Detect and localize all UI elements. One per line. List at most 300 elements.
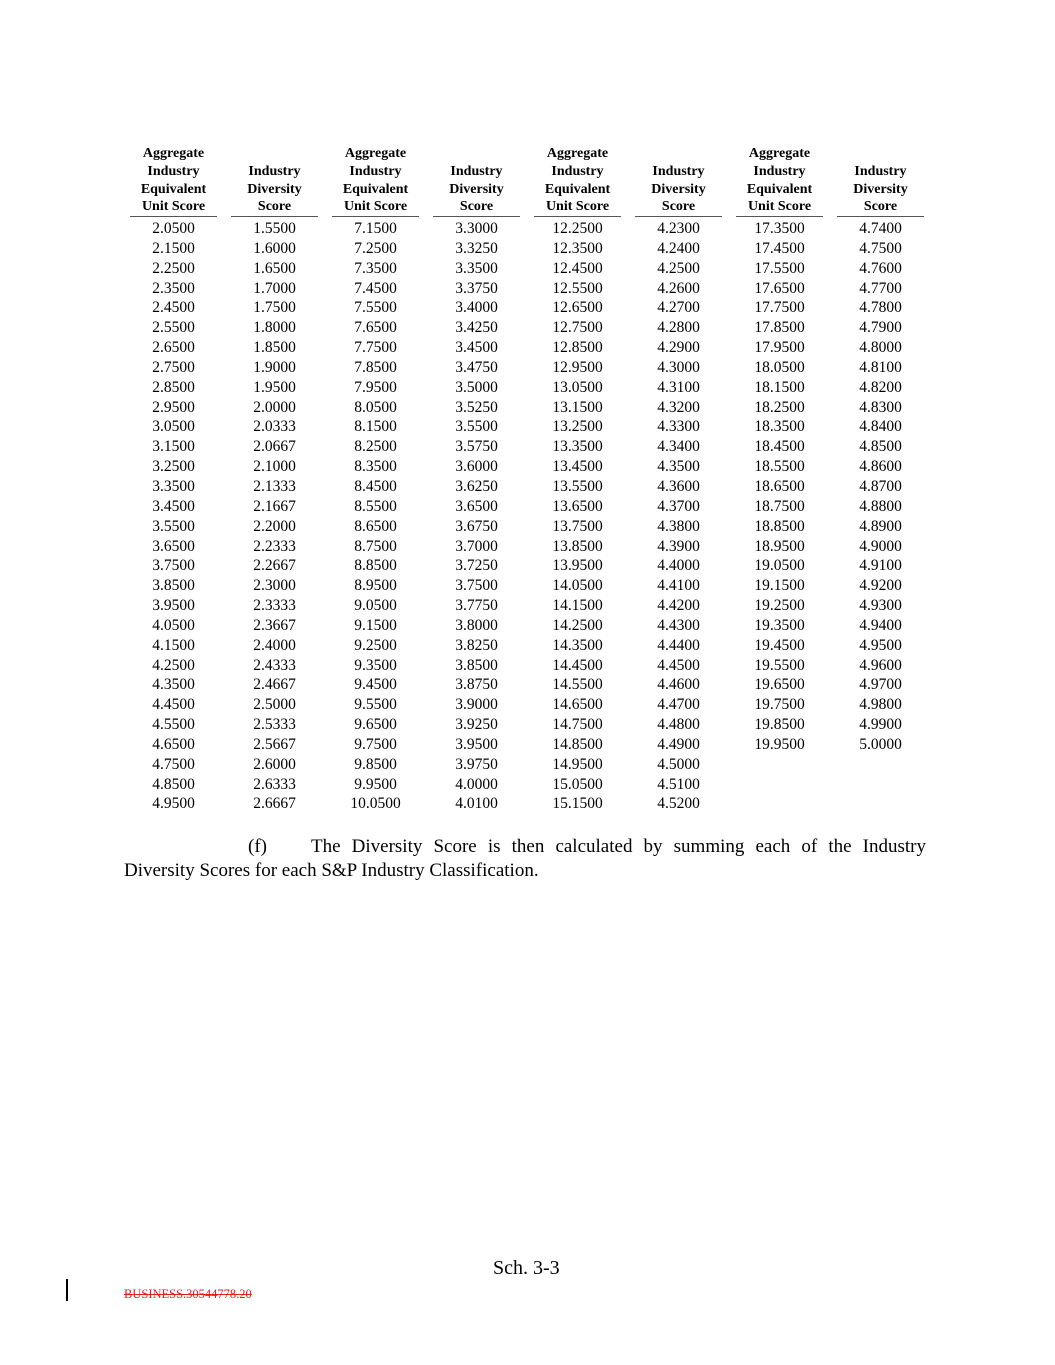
table-cell: 4.9200 xyxy=(859,577,902,595)
table-cell: 3.6250 xyxy=(455,477,498,495)
table-cell: 17.7500 xyxy=(754,299,805,317)
column-header-line: Equivalent xyxy=(544,181,611,197)
table-cell: 4.7400 xyxy=(859,220,902,237)
table-cell: 14.2500 xyxy=(552,616,603,634)
table-row xyxy=(130,417,926,437)
table-cell: 7.1500 xyxy=(354,220,397,237)
table-cell: 4.4800 xyxy=(657,716,700,734)
table-cell: 4.9700 xyxy=(859,676,902,694)
table-cell: 19.3500 xyxy=(754,616,805,634)
table-row xyxy=(130,219,926,239)
column-header-line: Equivalent xyxy=(746,181,813,197)
column-header xyxy=(635,145,722,217)
table-cell: 2.1333 xyxy=(253,477,296,495)
column-header-line: Unit Score xyxy=(141,199,206,215)
table-cell: 4.8400 xyxy=(859,418,902,436)
table-cell: 9.4500 xyxy=(354,676,397,694)
column-header-line: Industry xyxy=(551,163,604,179)
table-cell: 2.9500 xyxy=(152,398,195,416)
table-cell: 8.4500 xyxy=(354,477,397,495)
table-row xyxy=(130,715,926,735)
table-cell xyxy=(837,775,924,795)
table-cell: 12.4500 xyxy=(552,259,603,277)
table-cell: 3.6500 xyxy=(455,497,498,515)
table-cell: 14.9500 xyxy=(552,755,603,773)
table-row xyxy=(130,755,926,775)
change-bar xyxy=(66,1279,68,1301)
table-cell: 4.2500 xyxy=(152,656,195,674)
table-cell: 4.9000 xyxy=(859,537,902,555)
table-cell: 3.7500 xyxy=(455,577,498,595)
table-cell: 4.4500 xyxy=(657,656,700,674)
table-cell: 3.7250 xyxy=(455,557,498,575)
table-cell: 2.6500 xyxy=(152,339,195,357)
column-header xyxy=(130,145,217,217)
table-cell: 3.6500 xyxy=(152,537,195,555)
table-row xyxy=(130,794,926,814)
table-cell: 15.1500 xyxy=(552,795,603,813)
table-cell: 4.8500 xyxy=(152,775,195,793)
column-header-line: Aggregate xyxy=(748,146,811,162)
table-cell: 3.3000 xyxy=(455,220,498,237)
column-header-line: Score xyxy=(257,199,292,215)
table-cell: 1.6500 xyxy=(253,259,296,277)
table-cell: 13.1500 xyxy=(552,398,603,416)
table-cell: 4.8600 xyxy=(859,458,902,476)
table-cell: 3.5250 xyxy=(455,398,498,416)
table-cell: 9.0500 xyxy=(354,597,397,615)
column-header-line xyxy=(879,145,883,163)
table-cell: 14.4500 xyxy=(552,656,603,674)
table-header-row xyxy=(130,145,926,217)
document-id: BUSINESS.30544778.20 xyxy=(124,1287,252,1301)
table-cell: 14.5500 xyxy=(552,676,603,694)
table-cell: 3.8750 xyxy=(455,676,498,694)
column-header xyxy=(736,145,823,217)
table-cell: 7.9500 xyxy=(354,378,397,396)
table-cell: 4.6500 xyxy=(152,735,195,753)
table-cell xyxy=(736,794,823,814)
table-cell: 2.3667 xyxy=(253,616,296,634)
table-cell: 17.8500 xyxy=(754,319,805,337)
table-cell: 7.4500 xyxy=(354,279,397,297)
table-cell: 18.3500 xyxy=(754,418,805,436)
table-row xyxy=(130,279,926,299)
table-cell: 2.4000 xyxy=(253,636,296,654)
table-row xyxy=(130,239,926,259)
table-row xyxy=(130,398,926,418)
table-cell: 3.5500 xyxy=(152,517,195,535)
table-cell: 19.5500 xyxy=(754,656,805,674)
table-cell: 2.6000 xyxy=(253,755,296,773)
table-cell: 1.8000 xyxy=(253,319,296,337)
table-cell: 2.6667 xyxy=(253,795,296,813)
table-row xyxy=(130,318,926,338)
table-row xyxy=(130,616,926,636)
table-cell: 2.5333 xyxy=(253,716,296,734)
table-cell: 2.4667 xyxy=(253,676,296,694)
table-cell: 4.1500 xyxy=(152,636,195,654)
table-cell xyxy=(736,755,823,775)
table-row xyxy=(130,636,926,656)
column-header-line: Unit Score xyxy=(343,199,408,215)
table-cell: 4.3600 xyxy=(657,477,700,495)
table-cell: 4.5100 xyxy=(657,775,700,793)
table-row xyxy=(130,358,926,378)
table-cell: 14.1500 xyxy=(552,597,603,615)
column-header-line: Industry xyxy=(753,163,806,179)
table-cell: 17.3500 xyxy=(754,220,805,237)
table-cell: 18.8500 xyxy=(754,517,805,535)
table-cell: 4.5500 xyxy=(152,716,195,734)
column-header-line: Equivalent xyxy=(342,181,409,197)
table-cell: 1.9000 xyxy=(253,358,296,376)
table-cell: 3.5000 xyxy=(455,378,498,396)
table-cell: 4.2600 xyxy=(657,279,700,297)
table-cell: 12.9500 xyxy=(552,358,603,376)
table-cell: 4.4600 xyxy=(657,676,700,694)
table-cell: 4.3900 xyxy=(657,537,700,555)
table-row xyxy=(130,576,926,596)
table-cell: 4.5200 xyxy=(657,795,700,813)
table-cell: 4.4300 xyxy=(657,616,700,634)
table-cell: 14.7500 xyxy=(552,716,603,734)
table-cell: 2.6333 xyxy=(253,775,296,793)
table-cell: 4.2800 xyxy=(657,319,700,337)
table-row xyxy=(130,497,926,517)
table-cell: 4.8100 xyxy=(859,358,902,376)
table-cell: 3.4000 xyxy=(455,299,498,317)
table-cell: 4.4500 xyxy=(152,696,195,714)
table-cell: 2.5500 xyxy=(152,319,195,337)
table-cell: 9.9500 xyxy=(354,775,397,793)
table-cell: 2.2000 xyxy=(253,517,296,535)
table-body xyxy=(130,219,926,814)
table-cell: 8.6500 xyxy=(354,517,397,535)
table-cell: 4.9900 xyxy=(859,716,902,734)
table-cell xyxy=(837,794,924,814)
table-cell: 12.3500 xyxy=(552,239,603,257)
table-cell: 4.7900 xyxy=(859,319,902,337)
table-cell: 4.9800 xyxy=(859,696,902,714)
table-cell: 4.7500 xyxy=(859,239,902,257)
table-cell: 4.0000 xyxy=(455,775,498,793)
paragraph-f xyxy=(124,835,926,883)
column-header-line: Score xyxy=(459,199,494,215)
table-cell: 4.3200 xyxy=(657,398,700,416)
table-cell: 1.6000 xyxy=(253,239,296,257)
table-cell: 14.3500 xyxy=(552,636,603,654)
table-cell: 4.2300 xyxy=(657,220,700,237)
table-cell: 13.2500 xyxy=(552,418,603,436)
table-cell: 2.8500 xyxy=(152,378,195,396)
table-cell: 2.4333 xyxy=(253,656,296,674)
table-cell: 4.8000 xyxy=(859,339,902,357)
table-cell: 7.2500 xyxy=(354,239,397,257)
table-cell: 4.8200 xyxy=(859,378,902,396)
table-cell: 15.0500 xyxy=(552,775,603,793)
table-cell: 3.8250 xyxy=(455,636,498,654)
table-cell: 4.3700 xyxy=(657,497,700,515)
table-cell: 12.8500 xyxy=(552,339,603,357)
table-cell: 4.4400 xyxy=(657,636,700,654)
table-cell: 13.0500 xyxy=(552,378,603,396)
table-cell: 13.6500 xyxy=(552,497,603,515)
table-cell: 2.3000 xyxy=(253,577,296,595)
column-header-line: Industry xyxy=(652,163,705,179)
table-cell: 3.5500 xyxy=(455,418,498,436)
column-header-line: Diversity xyxy=(449,181,504,197)
table-cell: 8.5500 xyxy=(354,497,397,515)
table-cell: 4.3100 xyxy=(657,378,700,396)
table-row xyxy=(130,259,926,279)
table-cell: 2.0000 xyxy=(253,398,296,416)
table-cell: 4.8900 xyxy=(859,517,902,535)
table-cell: 9.3500 xyxy=(354,656,397,674)
table-cell: 3.6000 xyxy=(455,458,498,476)
column-header-line: Industry xyxy=(248,163,301,179)
table-cell: 4.0500 xyxy=(152,616,195,634)
table-cell: 18.9500 xyxy=(754,537,805,555)
table-cell: 4.4900 xyxy=(657,735,700,753)
table-cell: 4.9300 xyxy=(859,597,902,615)
table-cell: 4.7500 xyxy=(152,755,195,773)
column-header-line: Diversity xyxy=(651,181,706,197)
table-cell: 4.7600 xyxy=(859,259,902,277)
table-cell: 1.8500 xyxy=(253,339,296,357)
table-cell: 19.2500 xyxy=(754,597,805,615)
table-cell: 13.9500 xyxy=(552,557,603,575)
table-cell: 8.0500 xyxy=(354,398,397,416)
table-cell: 18.2500 xyxy=(754,398,805,416)
table-row xyxy=(130,537,926,557)
table-cell: 9.6500 xyxy=(354,716,397,734)
table-cell: 8.3500 xyxy=(354,458,397,476)
table-cell: 10.0500 xyxy=(350,795,401,813)
table-cell: 19.8500 xyxy=(754,716,805,734)
table-cell: 4.4200 xyxy=(657,597,700,615)
table-cell: 3.3500 xyxy=(152,477,195,495)
table-cell: 9.5500 xyxy=(354,696,397,714)
table-cell: 4.7700 xyxy=(859,279,902,297)
table-cell: 13.7500 xyxy=(552,517,603,535)
table-cell: 3.9500 xyxy=(455,735,498,753)
paragraph-text: The Diversity Score is then calculated by summing each of the Industry Diversity Scores for each S&P Industry Classification. xyxy=(124,836,926,881)
table-cell: 4.2500 xyxy=(657,259,700,277)
table-row xyxy=(130,457,926,477)
table-cell: 3.3250 xyxy=(455,239,498,257)
column-header-line: Unit Score xyxy=(545,199,610,215)
column-header-line: Score xyxy=(863,199,898,215)
table-cell: 4.8700 xyxy=(859,477,902,495)
table-cell: 2.2333 xyxy=(253,537,296,555)
table-cell: 7.6500 xyxy=(354,319,397,337)
table-cell: 12.5500 xyxy=(552,279,603,297)
table-cell: 4.9500 xyxy=(152,795,195,813)
table-cell: 3.8000 xyxy=(455,616,498,634)
table-cell: 14.0500 xyxy=(552,577,603,595)
table-cell xyxy=(837,755,924,775)
diversity-score-table xyxy=(130,145,926,814)
table-cell: 4.9500 xyxy=(859,636,902,654)
table-cell: 18.5500 xyxy=(754,458,805,476)
table-cell: 18.4500 xyxy=(754,438,805,456)
table-cell: 4.3800 xyxy=(657,517,700,535)
table-cell: 3.3750 xyxy=(455,279,498,297)
table-cell: 3.0500 xyxy=(152,418,195,436)
column-header xyxy=(837,145,924,217)
table-cell: 7.3500 xyxy=(354,259,397,277)
column-header-line: Aggregate xyxy=(344,146,407,162)
column-header xyxy=(332,145,419,217)
table-cell: 3.4500 xyxy=(455,339,498,357)
column-header-line: Score xyxy=(661,199,696,215)
table-row xyxy=(130,477,926,497)
table-cell: 1.9500 xyxy=(253,378,296,396)
table-cell: 3.5750 xyxy=(455,438,498,456)
table-cell: 2.3333 xyxy=(253,597,296,615)
table-cell: 2.3500 xyxy=(152,279,195,297)
table-cell: 4.2900 xyxy=(657,339,700,357)
table-cell: 3.1500 xyxy=(152,438,195,456)
paragraph-label: (f) xyxy=(248,836,267,857)
table-cell: 2.0333 xyxy=(253,418,296,436)
table-row xyxy=(130,675,926,695)
table-cell: 12.6500 xyxy=(552,299,603,317)
table-cell: 4.8300 xyxy=(859,398,902,416)
column-header-line: Unit Score xyxy=(747,199,812,215)
table-cell: 8.8500 xyxy=(354,557,397,575)
table-cell: 3.2500 xyxy=(152,458,195,476)
column-header-line: Industry xyxy=(147,163,200,179)
column-header-line: Equivalent xyxy=(140,181,207,197)
table-cell: 14.6500 xyxy=(552,696,603,714)
table-cell: 4.8500 xyxy=(859,438,902,456)
table-row xyxy=(130,596,926,616)
table-cell: 1.5500 xyxy=(253,220,296,237)
table-cell: 2.1667 xyxy=(253,497,296,515)
table-cell: 9.7500 xyxy=(354,735,397,753)
table-cell: 17.5500 xyxy=(754,259,805,277)
table-cell: 3.9000 xyxy=(455,696,498,714)
table-cell: 18.1500 xyxy=(754,378,805,396)
column-header-line: Industry xyxy=(450,163,503,179)
table-row xyxy=(130,338,926,358)
column-header xyxy=(231,145,318,217)
column-header-line: Diversity xyxy=(247,181,302,197)
table-cell: 4.9400 xyxy=(859,616,902,634)
table-cell: 17.6500 xyxy=(754,279,805,297)
table-cell: 2.5000 xyxy=(253,696,296,714)
table-cell: 19.9500 xyxy=(754,735,805,753)
table-cell: 14.8500 xyxy=(552,735,603,753)
table-cell: 13.5500 xyxy=(552,477,603,495)
table-cell: 3.6750 xyxy=(455,517,498,535)
table-cell: 4.9100 xyxy=(859,557,902,575)
table-cell: 2.1500 xyxy=(152,239,195,257)
table-cell: 19.4500 xyxy=(754,636,805,654)
table-cell: 7.8500 xyxy=(354,358,397,376)
page-number: Sch. 3-3 xyxy=(493,1257,560,1279)
column-header-line xyxy=(273,145,277,163)
table-cell: 19.0500 xyxy=(754,557,805,575)
table-cell: 3.7500 xyxy=(152,557,195,575)
table-cell: 1.7000 xyxy=(253,279,296,297)
table-row xyxy=(130,298,926,318)
column-header-line: Aggregate xyxy=(546,146,609,162)
table-cell: 8.1500 xyxy=(354,418,397,436)
table-cell: 8.7500 xyxy=(354,537,397,555)
table-cell: 12.7500 xyxy=(552,319,603,337)
table-cell: 3.4250 xyxy=(455,319,498,337)
table-cell: 4.4000 xyxy=(657,557,700,575)
table-cell: 4.7800 xyxy=(859,299,902,317)
table-cell: 2.7500 xyxy=(152,358,195,376)
table-cell: 4.9600 xyxy=(859,656,902,674)
table-row xyxy=(130,556,926,576)
table-cell: 18.7500 xyxy=(754,497,805,515)
table-cell: 2.1000 xyxy=(253,458,296,476)
table-cell: 8.9500 xyxy=(354,577,397,595)
table-cell: 8.2500 xyxy=(354,438,397,456)
table-cell: 18.0500 xyxy=(754,358,805,376)
table-cell: 2.0500 xyxy=(152,220,195,237)
table-cell: 17.4500 xyxy=(754,239,805,257)
table-cell: 3.8500 xyxy=(455,656,498,674)
table-cell: 2.0667 xyxy=(253,438,296,456)
table-row xyxy=(130,775,926,795)
table-cell: 13.4500 xyxy=(552,458,603,476)
table-cell: 2.2500 xyxy=(152,259,195,277)
table-cell: 4.8800 xyxy=(859,497,902,515)
table-cell: 4.4100 xyxy=(657,577,700,595)
table-cell: 19.1500 xyxy=(754,577,805,595)
table-cell: 9.2500 xyxy=(354,636,397,654)
table-cell: 3.3500 xyxy=(455,259,498,277)
table-cell: 4.5000 xyxy=(657,755,700,773)
table-cell: 4.3000 xyxy=(657,358,700,376)
table-cell: 3.9500 xyxy=(152,597,195,615)
column-header xyxy=(433,145,520,217)
table-cell: 3.4500 xyxy=(152,497,195,515)
column-header-line xyxy=(475,145,479,163)
table-row xyxy=(130,378,926,398)
table-cell: 7.7500 xyxy=(354,339,397,357)
table-cell: 4.3400 xyxy=(657,438,700,456)
table-cell: 2.5667 xyxy=(253,735,296,753)
table-cell: 7.5500 xyxy=(354,299,397,317)
table-cell: 4.3500 xyxy=(152,676,195,694)
column-header-line: Industry xyxy=(854,163,907,179)
table-row xyxy=(130,437,926,457)
table-cell: 4.4700 xyxy=(657,696,700,714)
table-cell: 4.0100 xyxy=(455,795,498,813)
table-cell: 4.2400 xyxy=(657,239,700,257)
table-cell: 12.2500 xyxy=(552,220,603,237)
table-row xyxy=(130,735,926,755)
table-row xyxy=(130,656,926,676)
table-cell: 9.1500 xyxy=(354,616,397,634)
table-cell: 1.7500 xyxy=(253,299,296,317)
table-row xyxy=(130,517,926,537)
table-cell: 13.8500 xyxy=(552,537,603,555)
table-cell: 3.9750 xyxy=(455,755,498,773)
table-cell: 4.2700 xyxy=(657,299,700,317)
table-cell: 2.2667 xyxy=(253,557,296,575)
table-cell: 5.0000 xyxy=(859,735,902,753)
table-cell: 19.6500 xyxy=(754,676,805,694)
table-cell: 2.4500 xyxy=(152,299,195,317)
